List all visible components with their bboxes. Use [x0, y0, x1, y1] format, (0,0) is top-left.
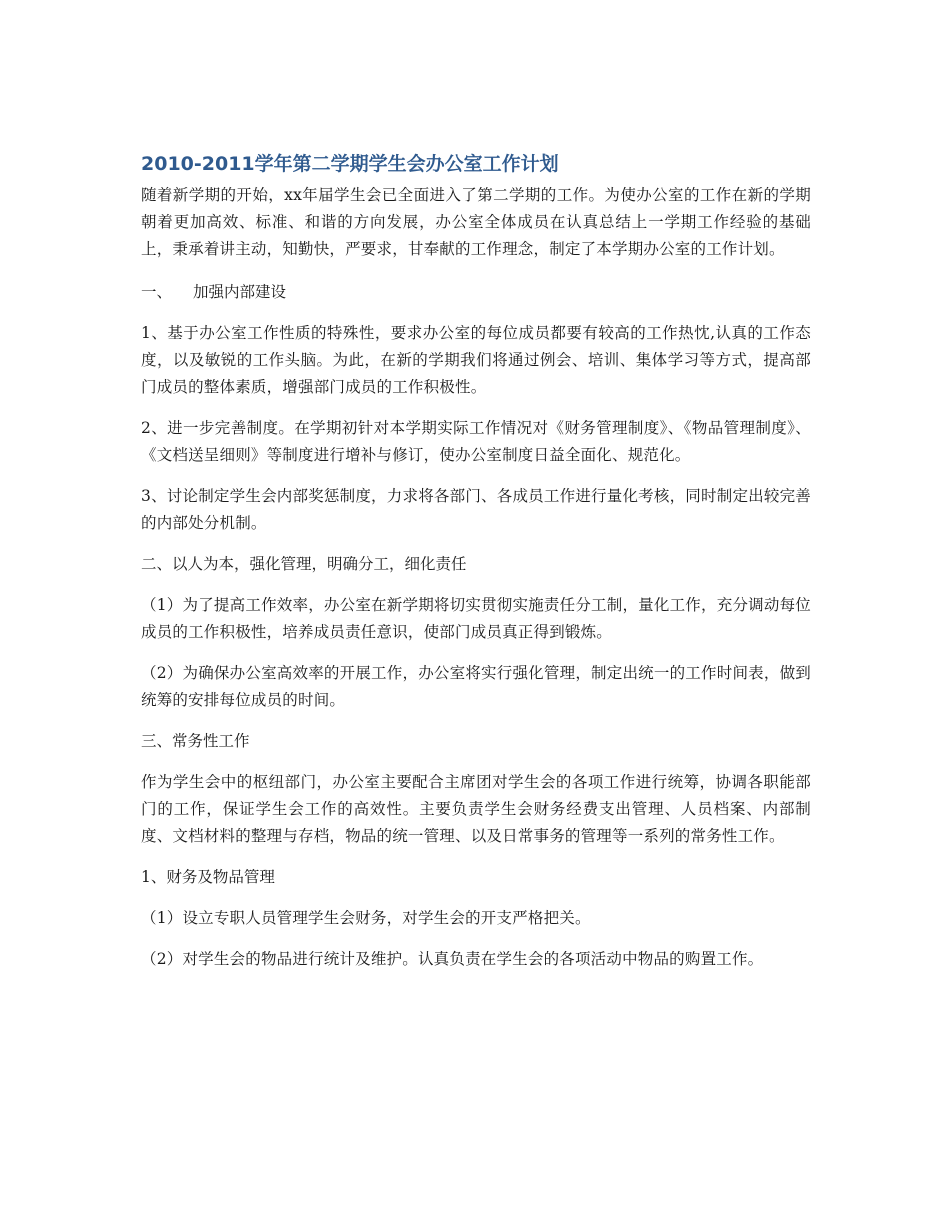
section3-sub-heading: 1、财务及物品管理 — [141, 868, 275, 886]
section3-heading: 三、常务性工作 — [141, 732, 250, 750]
section1-item-2: 2、进一步完善制度。在学期初针对本学期实际工作情况对《财务管理制度》、《物品管理制度》、《文档送呈细则》等制度进行增补与修订，使办公室制度日益全面化、规范化。 — [141, 419, 811, 464]
document-title: 2010-2011学年第二学期学生会办公室工作计划 — [141, 153, 559, 175]
section1-heading-text: 加强内部建设 — [193, 283, 287, 301]
intro-paragraph: 随着新学期的开始，xx年届学生会已全面进入了第二学期的工作。为使办公室的工作在新的学期朝着更加高效、标准、和谐的方向发展，办公室全体成员在认真总结上一学期工作经验的基础上，秉承着讲主动，知勤快，严要求，甘奉献的工作理念，制定了本学期办公室的工作计划。 — [141, 186, 811, 258]
section1-number: 一、 — [141, 283, 173, 301]
section3-item-2: （2）对学生会的物品进行统计及维护。认真负责在学生会的各项活动中物品的购置工作。 — [141, 950, 764, 968]
section1-heading — [141, 279, 811, 306]
section3-item-1: （1）设立专职人员管理学生会财务，对学生会的开支严格把关。 — [141, 909, 591, 927]
section3-body: 作为学生会中的枢纽部门，办公室主要配合主席团对学生会的各项工作进行统筹，协调各职能部门的工作，保证学生会工作的高效性。主要负责学生会财务经费支出管理、人员档案、内部制度、文档材料的整理与存档，物品的统一管理、以及日常事务的管理等一系列的常务性工作。 — [141, 773, 811, 845]
section1-item-3: 3、讨论制定学生会内部奖惩制度，力求将各部门、各成员工作进行量化考核，同时制定出较完善的内部处分机制。 — [141, 487, 811, 532]
section2-item-2: （2）为确保办公室高效率的开展工作，办公室将实行强化管理，制定出统一的工作时间表，做到统筹的安排每位成员的时间。 — [141, 664, 811, 709]
section1-item-1: 1、基于办公室工作性质的特殊性，要求办公室的每位成员都要有较高的工作热忱,认真的工作态度，以及敏锐的工作头脑。为此，在新的学期我们将通过例会、培训、集体学习等方式，提高部门成员的整体素质，增强部门成员的工作积极性。 — [141, 324, 811, 396]
section2-item-1: （1）为了提高工作效率，办公室在新学期将切实贯彻实施责任分工制，量化工作，充分调动每位成员的工作积极性，培养成员责任意识，使部门成员真正得到锻炼。 — [141, 596, 811, 641]
section2-heading: 二、以人为本，强化管理，明确分工，细化责任 — [141, 555, 467, 573]
document-page — [141, 150, 811, 987]
